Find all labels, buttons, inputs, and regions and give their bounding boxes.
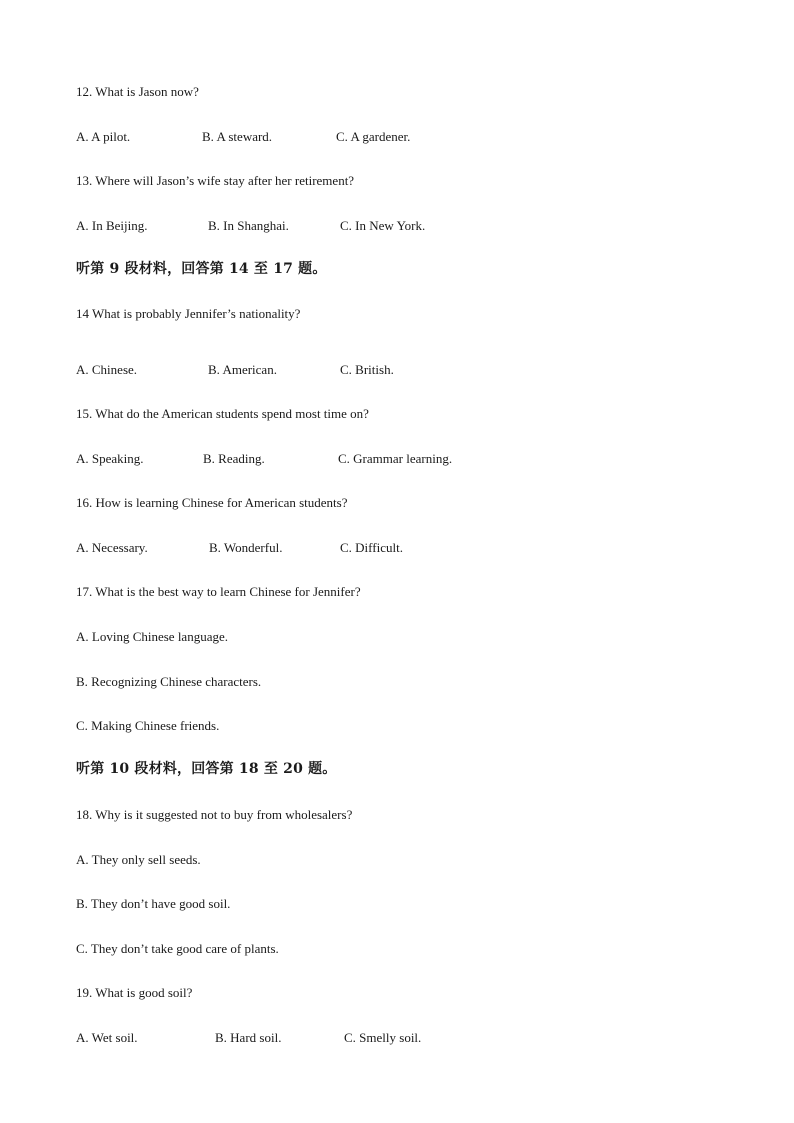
q14-option-a: A. Chinese.	[76, 362, 138, 377]
q19-option-b: B. Hard soil.	[215, 1030, 282, 1045]
q15-option-c: C. Grammar learning.	[338, 451, 453, 466]
section-9-heading: 听第 9 段材料，回答第 14 至 17 题。	[76, 261, 327, 277]
question-17: 17. What is the best way to learn Chinese for Jennifer?	[76, 584, 361, 599]
q17-option-b: B. Recognizing Chinese characters.	[76, 674, 262, 689]
q18-option-a: A. They only sell seeds.	[76, 852, 201, 867]
question-13: 13. Where will Jason’s wife stay after her retirement?	[76, 173, 355, 188]
q14-option-c: C. British.	[340, 362, 394, 377]
q15-option-b: B. Reading.	[203, 451, 265, 466]
q16-option-a: A. Necessary.	[76, 540, 148, 555]
q14-option-b: B. American.	[208, 362, 277, 377]
q13-option-b: B. In Shanghai.	[208, 218, 289, 233]
question-16: 16. How is learning Chinese for American students?	[76, 495, 348, 510]
q19-option-a: A. Wet soil.	[76, 1030, 138, 1045]
q13-option-a: A. In Beijing.	[76, 218, 148, 233]
q12-option-b: B. A steward.	[202, 129, 273, 144]
q12-option-c: C. A gardener.	[336, 129, 411, 144]
section-10-heading: 听第 10 段材料，回答第 18 至 20 题。	[76, 761, 337, 777]
question-12: 12. What is Jason now?	[76, 84, 199, 99]
question-14: 14 What is probably Jennifer’s nationality?	[76, 306, 301, 321]
q15-option-a: A. Speaking.	[76, 451, 144, 466]
q12-option-a: A. A pilot.	[76, 129, 131, 144]
q19-option-c: C. Smelly soil.	[344, 1030, 422, 1045]
q17-option-c: C. Making Chinese friends.	[76, 718, 220, 733]
q18-option-c: C. They don’t take good care of plants.	[76, 941, 279, 956]
question-18: 18. Why is it suggested not to buy from wholesalers?	[76, 807, 353, 822]
question-15: 15. What do the American students spend most time on?	[76, 406, 369, 421]
question-19: 19. What is good soil?	[76, 985, 193, 1000]
q17-option-a: A. Loving Chinese language.	[76, 629, 228, 644]
q13-option-c: C. In New York.	[340, 218, 426, 233]
q16-option-b: B. Wonderful.	[209, 540, 283, 555]
q18-option-b: B. They don’t have good soil.	[76, 896, 231, 911]
q16-option-c: C. Difficult.	[340, 540, 403, 555]
